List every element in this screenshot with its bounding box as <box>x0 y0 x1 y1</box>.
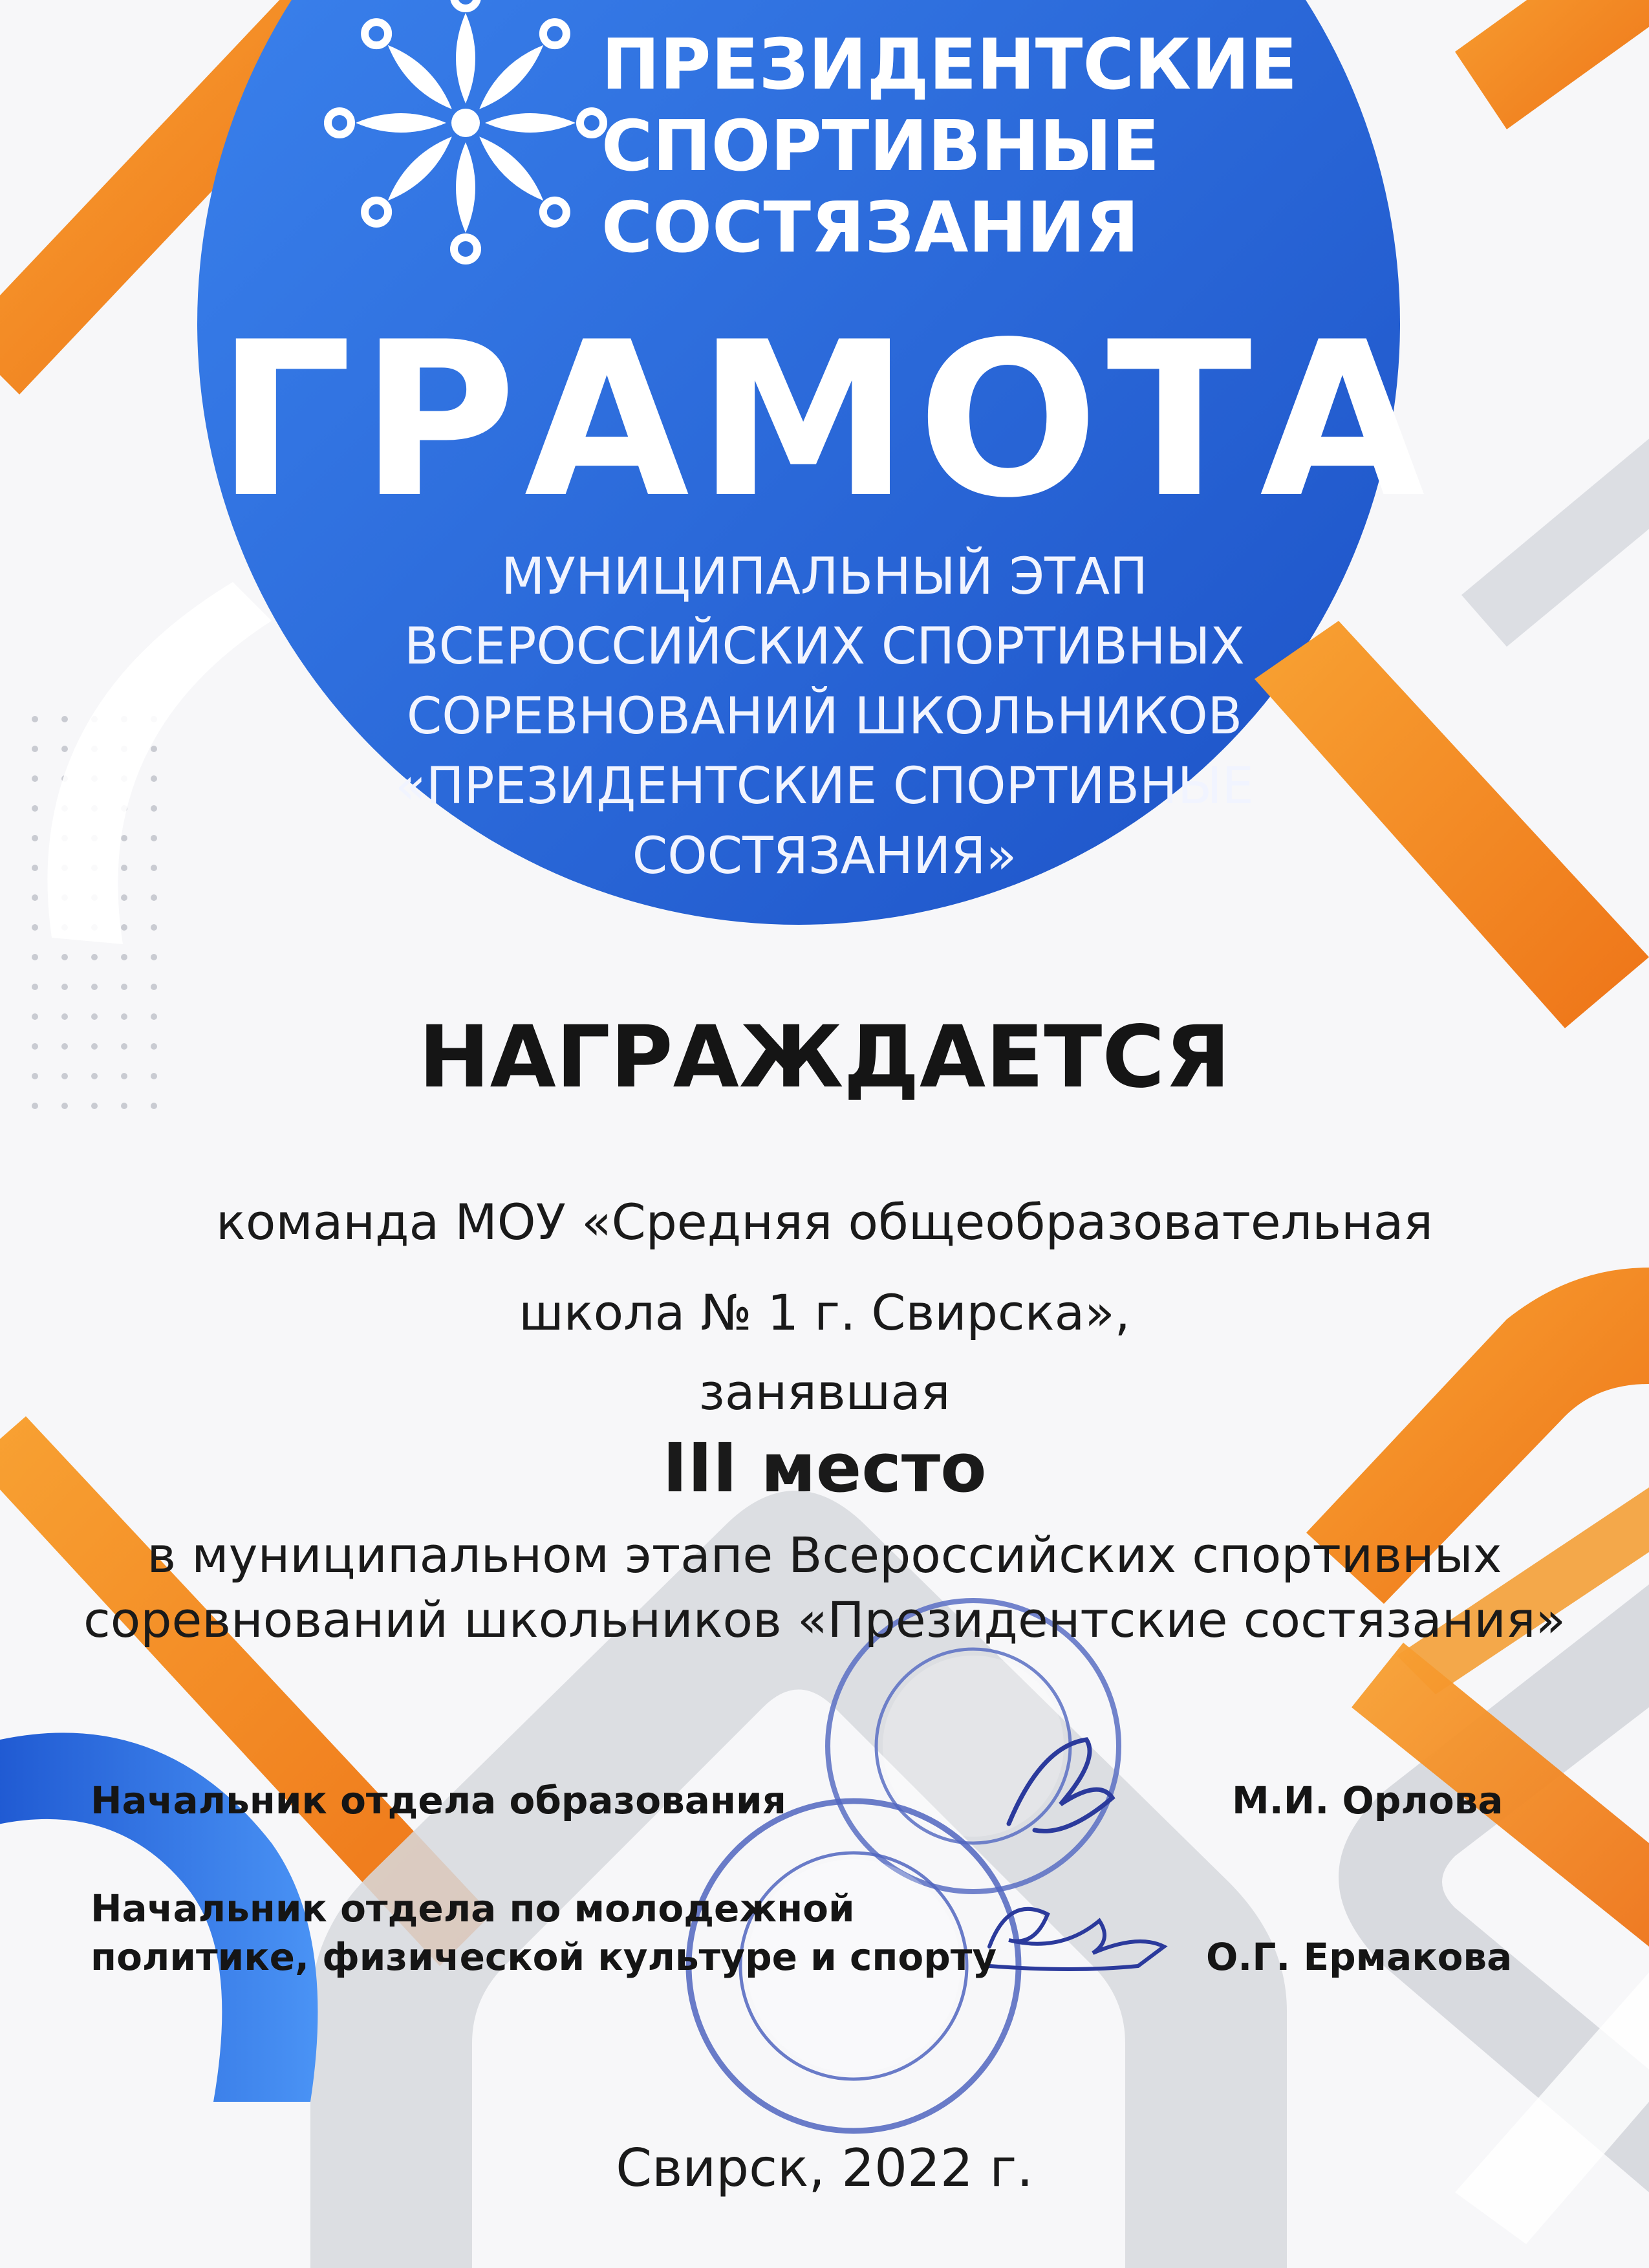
subtitle-line: ВСЕРОССИЙСКИХ СПОРТИВНЫХ <box>404 618 1245 676</box>
subtitle-line: «ПРЕЗИДЕНТСКИЕ СПОРТИВНЫЕ <box>395 757 1254 815</box>
brand-line: СОСТЯЗАНИЯ <box>601 188 1139 268</box>
awarded-heading: НАГРАЖДАЕТСЯ <box>418 1008 1231 1107</box>
event-line: соревнований школьников «Президентские состязания» <box>83 1591 1566 1648</box>
brand-line: СПОРТИВНЫЕ <box>601 106 1160 187</box>
certificate-subtitle <box>310 542 1339 891</box>
signature-position: политике, физической культуре и спорту <box>91 1935 997 1979</box>
brand-line: ПРЕЗИДЕНТСКИЕ <box>601 25 1298 105</box>
signature-name: М.И. Орлова <box>1232 1778 1503 1822</box>
signature-position: Начальник отдела образования <box>91 1778 786 1822</box>
took-text: занявшая <box>698 1363 951 1421</box>
orange-band-top-right <box>1455 0 1649 129</box>
signature-name: О.Г. Ермакова <box>1206 1935 1513 1979</box>
subtitle-line: СОРЕВНОВАНИЙ ШКОЛЬНИКОВ <box>406 687 1243 746</box>
certificate-title: ГРАМОТА <box>216 296 1433 545</box>
subtitle-line: МУНИЦИПАЛЬНЫЙ ЭТАП <box>501 548 1148 606</box>
event-line: в муниципальном этапе Всероссийских спортивных <box>147 1526 1502 1584</box>
brand-title <box>601 25 1300 269</box>
signature-position: Начальник отдела по молодежной <box>91 1886 855 1930</box>
place-text: III место <box>662 1429 987 1507</box>
subtitle-line: СОСТЯЗАНИЯ» <box>632 827 1017 885</box>
recipient-line: школа № 1 г. Свирска», <box>519 1284 1130 1341</box>
place-date: Свирск, 2022 г. <box>616 2138 1033 2198</box>
recipient-line: команда МОУ «Средняя общеобразовательная <box>215 1193 1434 1251</box>
